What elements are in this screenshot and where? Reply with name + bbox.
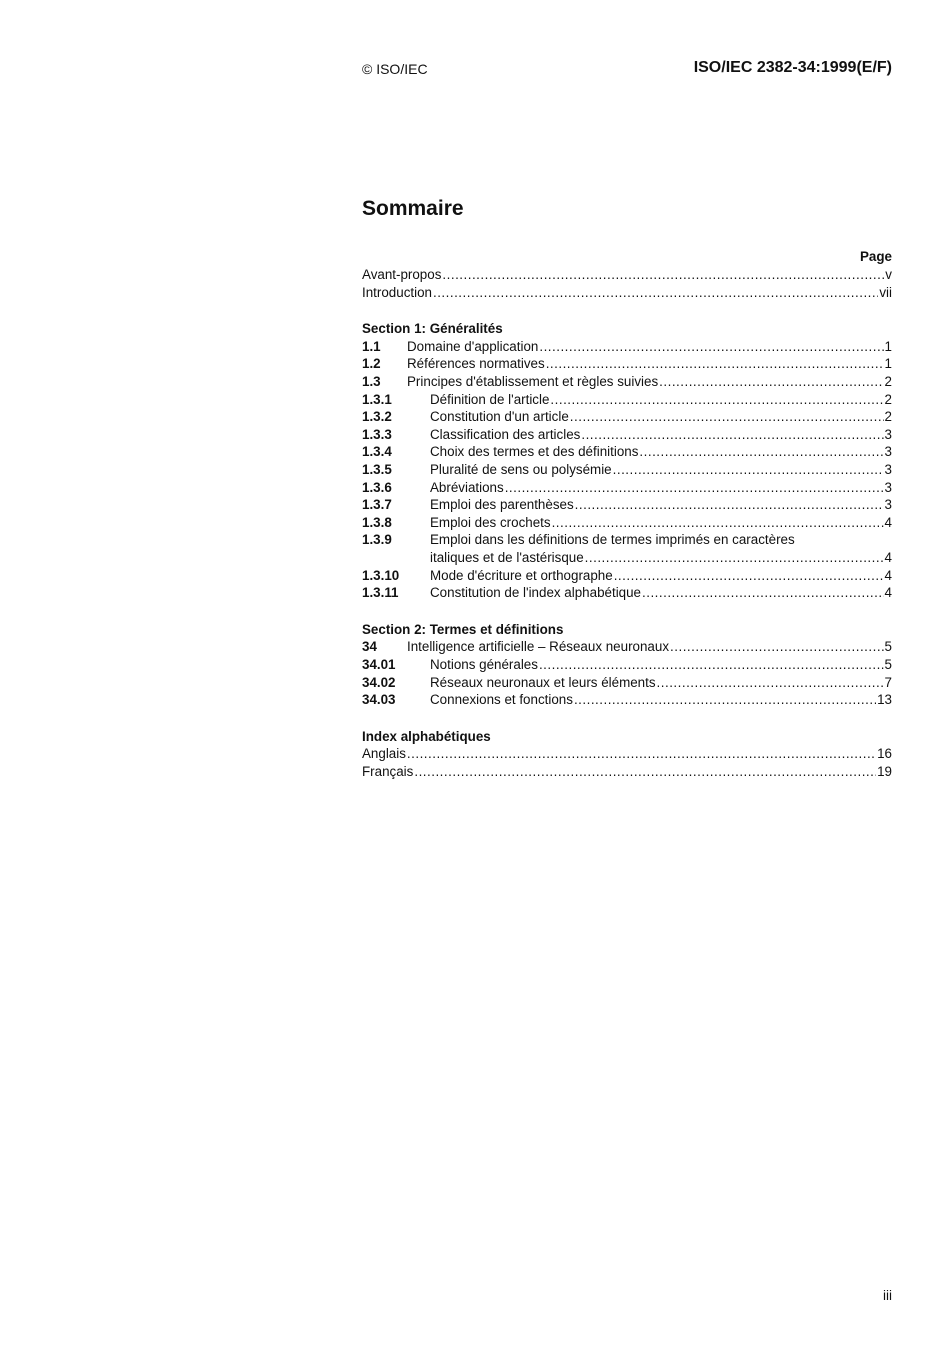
toc-entry-1-3-11[interactable] [362, 584, 892, 602]
toc-entry-avant-propos[interactable] [362, 266, 892, 284]
toc-entry-label: Notions générales [430, 656, 538, 672]
toc-entry-label: italiques et de l'astérisque [430, 550, 584, 565]
toc-entry-label: Définition de l'article [430, 391, 550, 407]
toc-entry-page: 3 [884, 444, 892, 460]
leader-dots [539, 338, 883, 356]
leader-dots [642, 584, 884, 602]
toc-entry-label: Pluralité de sens ou polysémie [430, 462, 612, 478]
toc-entry-number: 1.3 [362, 374, 381, 390]
leader-dots [570, 408, 884, 426]
toc-entry-1-3-10[interactable] [362, 567, 892, 585]
toc-entry-number: 1.3.5 [362, 462, 392, 478]
toc-entry-page: 4 [884, 567, 892, 583]
toc-entry-page: 3 [884, 497, 892, 513]
leader-dots [574, 691, 876, 709]
toc-entry-page: 2 [884, 391, 892, 407]
toc-entry-number: 34.03 [362, 692, 396, 708]
toc-entry-label: Connexions et fonctions [430, 692, 573, 708]
page-number: iii [883, 1288, 892, 1303]
toc-entry-label: Principes d'établissement et règles suivies [407, 374, 659, 390]
toc-entry-label: Avant-propos [362, 267, 442, 283]
toc-entry-label: Classification des articles [430, 426, 581, 442]
toc-entry-1-3-9[interactable] [362, 531, 892, 549]
toc-entry-34[interactable] [362, 638, 892, 656]
page-title: Sommaire [362, 197, 464, 220]
toc-entry-34-01[interactable] [362, 656, 892, 674]
toc-entry-page: 3 [884, 462, 892, 478]
toc-entry-label: Mode d'écriture et orthographe [430, 567, 613, 583]
toc-entry-1-3-1[interactable] [362, 391, 892, 409]
toc-entry-anglais[interactable] [362, 745, 892, 763]
toc-entry-1-3-2[interactable] [362, 408, 892, 426]
header-standard-id: ISO/IEC 2382-34:1999(E/F) [693, 59, 892, 76]
toc-entry-number: 1.2 [362, 356, 381, 372]
toc-entry-introduction[interactable] [362, 284, 892, 302]
toc-entry-number: 34.01 [362, 656, 396, 672]
leader-dots [505, 479, 884, 497]
toc-entry-label: Intelligence artificielle – Réseaux neuronaux [407, 639, 670, 655]
toc-entry-page: 7 [884, 674, 892, 690]
leader-dots [550, 391, 883, 409]
toc-entry-label: Introduction [362, 284, 432, 300]
toc-entry-page: 5 [884, 639, 892, 655]
toc-entry-label: Réseaux neuronaux et leurs éléments [430, 674, 656, 690]
toc-entry-1-3[interactable] [362, 373, 892, 391]
toc-entry-label: Constitution d'un article [430, 409, 569, 425]
toc-entry-francais[interactable] [362, 763, 892, 781]
leader-dots [670, 638, 884, 656]
toc-entry-number: 1.3.7 [362, 497, 392, 513]
toc-entry-number: 1.3.11 [362, 585, 399, 601]
toc-entry-page: 2 [884, 374, 892, 390]
toc-entry-page: 2 [884, 409, 892, 425]
toc-entry-1-3-4[interactable] [362, 443, 892, 461]
toc-entry-label: Anglais [362, 746, 406, 762]
leader-dots [552, 514, 884, 532]
leader-dots [581, 426, 883, 444]
toc-entry-number: 1.3.1 [362, 391, 392, 407]
toc-entry-number: 1.3.8 [362, 514, 392, 530]
leader-dots [659, 373, 883, 391]
leader-dots [613, 461, 884, 479]
toc-entry-page: v [885, 267, 892, 283]
index-heading[interactable]: Index alphabétiques [362, 728, 491, 744]
toc-entry-page: 4 [884, 585, 892, 601]
leader-dots [585, 549, 884, 567]
toc-entry-label: Choix des termes et des définitions [430, 444, 639, 460]
toc-entry-page: vii [879, 284, 892, 300]
toc-entry-34-03[interactable] [362, 691, 892, 709]
toc-entry-page: 4 [884, 514, 892, 530]
section-2-heading[interactable]: Section 2: Termes et définitions [362, 621, 564, 637]
toc-entry-1-2[interactable] [362, 355, 892, 373]
toc-entry-label: Emploi des crochets [430, 514, 551, 530]
toc-entry-label: Domaine d'application [407, 338, 539, 354]
toc-entry-label: Emploi des parenthèses [430, 497, 574, 513]
page-column-heading: Page [859, 249, 892, 264]
toc-entry-1-3-3[interactable] [362, 426, 892, 444]
toc-entry-number: 1.3.10 [362, 567, 400, 583]
leader-dots [442, 266, 884, 284]
toc-entry-number: 1.3.3 [362, 426, 392, 442]
leader-dots [539, 656, 884, 674]
toc-entry-number: 34.02 [362, 674, 396, 690]
toc-entry-label: Abréviations [430, 479, 504, 495]
toc-entry-34-02[interactable] [362, 674, 892, 692]
toc-entry-1-3-7[interactable] [362, 496, 892, 514]
toc-entry-page: 3 [884, 479, 892, 495]
leader-dots [657, 674, 884, 692]
toc-entry-page: 19 [877, 763, 892, 779]
toc-entry-1-3-6[interactable] [362, 479, 892, 497]
toc-entry-page: 1 [884, 356, 892, 372]
toc-entry-number: 1.3.6 [362, 479, 392, 495]
toc-entry-number: 34 [362, 639, 377, 655]
toc-entry-page: 5 [884, 656, 892, 672]
toc-entry-label: Emploi dans les définitions de termes imprimés en caractères [430, 532, 795, 548]
toc-entry-label: Français [362, 763, 414, 779]
toc-entry-1-3-9-continued[interactable] [362, 549, 892, 567]
toc-entry-label: Références normatives [407, 356, 545, 372]
toc-entry-number: 1.3.2 [362, 409, 392, 425]
leader-dots [407, 745, 876, 763]
section-1-heading[interactable]: Section 1: Généralités [362, 321, 503, 337]
toc-entry-number: 1.3.9 [362, 532, 392, 548]
leader-dots [546, 355, 884, 373]
toc-entry-1-3-5[interactable] [362, 461, 892, 479]
toc-entry-page: 4 [884, 550, 892, 565]
toc-entry-1-1[interactable] [362, 338, 892, 356]
leader-dots [575, 496, 884, 514]
toc-entry-label: Constitution de l'index alphabétique [430, 585, 642, 601]
leader-dots [639, 443, 883, 461]
leader-dots [614, 567, 884, 585]
toc-entry-1-3-8[interactable] [362, 514, 892, 532]
toc-entry-page: 3 [884, 426, 892, 442]
toc-entry-page: 1 [884, 338, 892, 354]
leader-dots [433, 284, 878, 302]
table-of-contents [362, 248, 892, 781]
header-copyright: © ISO/IEC [362, 61, 428, 77]
toc-entry-page: 13 [877, 692, 892, 708]
leader-dots [414, 763, 876, 781]
toc-entry-number: 1.1 [362, 338, 381, 354]
toc-entry-number: 1.3.4 [362, 444, 392, 460]
toc-entry-page: 16 [877, 746, 892, 762]
